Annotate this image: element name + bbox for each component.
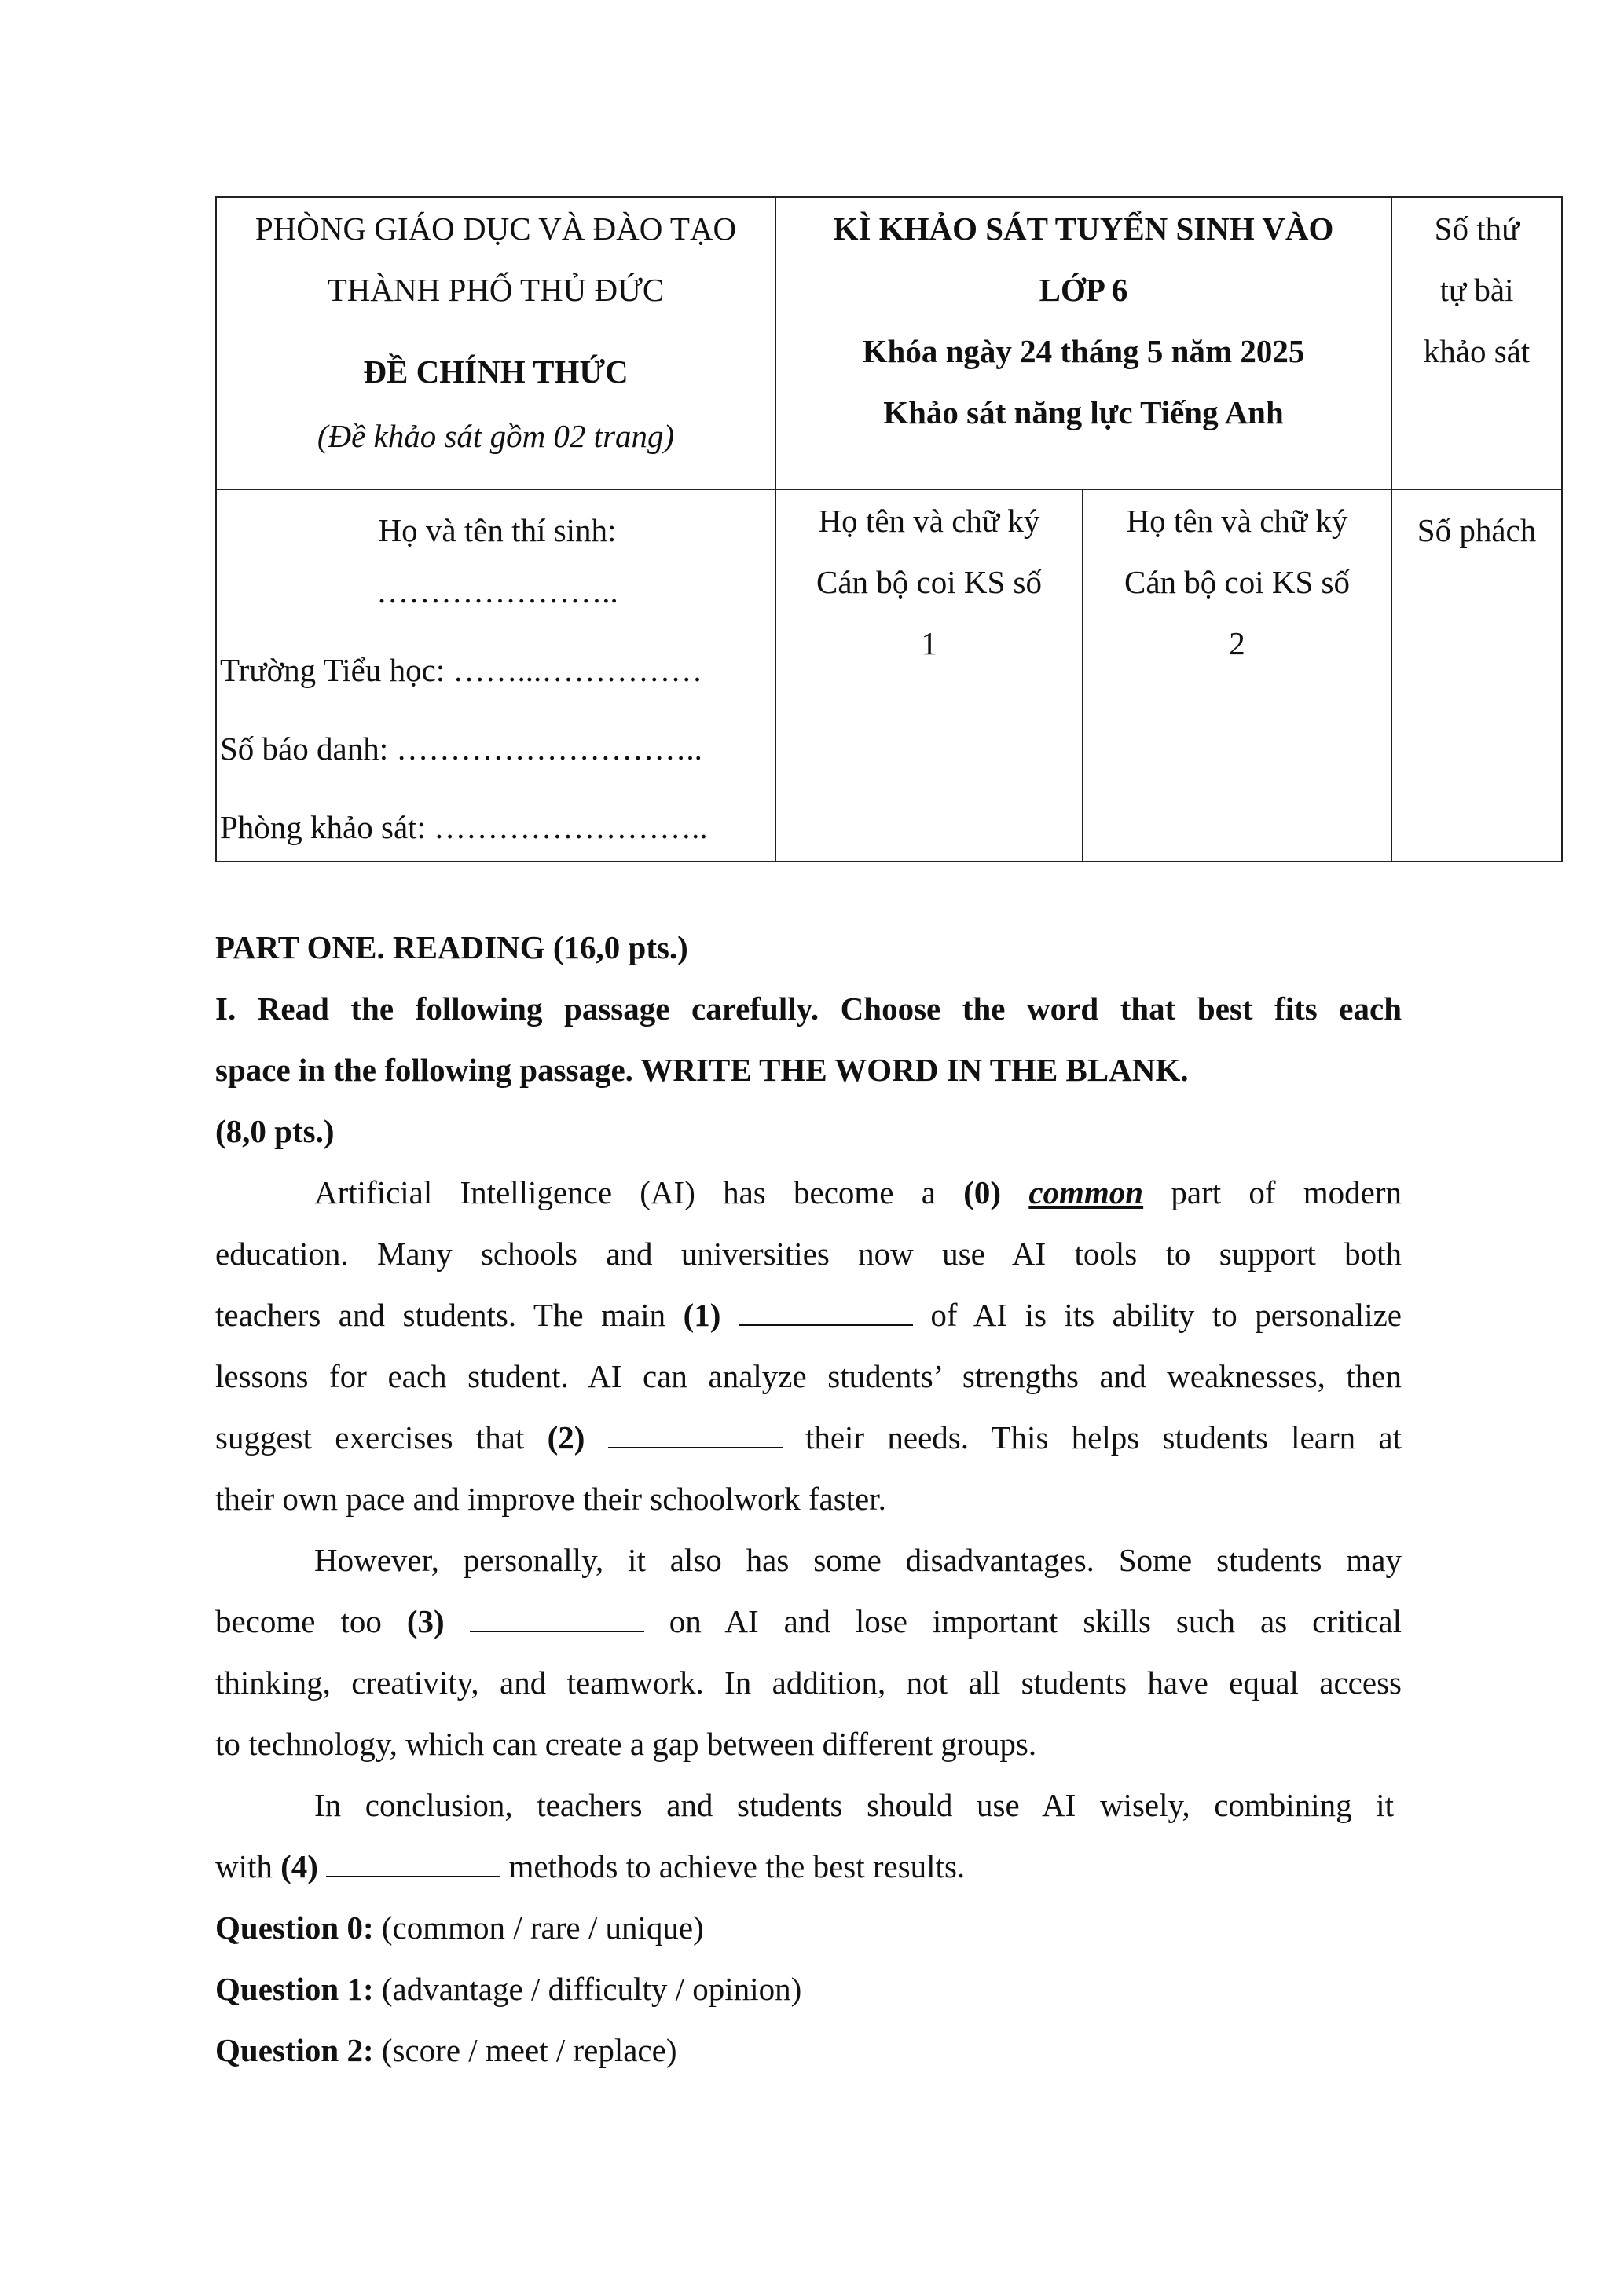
exam-title-line1: KÌ KHẢO SÁT TUYỂN SINH VÀO xyxy=(833,211,1334,247)
invigilator1-line1: Họ tên và chữ ký xyxy=(818,503,1040,539)
official-label: ĐỀ CHÍNH THỨC xyxy=(363,353,629,390)
invigilator2-line1: Họ tên và chữ ký xyxy=(1126,503,1348,539)
exam-header-table xyxy=(215,196,1563,862)
passage-line: In conclusion, teachers and students should use AI wisely, combining it xyxy=(314,1787,1394,1823)
question-label: Question 1: xyxy=(215,1971,374,2007)
part-title: PART ONE. READING (16,0 pts.) xyxy=(215,929,688,965)
question-list xyxy=(215,1897,1402,2081)
passage-line: with (4) methods to achieve the best results. xyxy=(215,1836,1402,1897)
code-label: Số phách xyxy=(1417,512,1537,548)
exam-subject: Khảo sát năng lực Tiếng Anh xyxy=(883,394,1284,430)
question-4-blank[interactable] xyxy=(326,1844,500,1877)
question-1-number: (1) xyxy=(683,1297,721,1333)
order-label-line1: Số thứ xyxy=(1434,211,1520,247)
order-label-line3: khảo sát xyxy=(1423,333,1531,369)
question-item xyxy=(215,1958,1402,2020)
section-points: (8,0 pts.) xyxy=(215,1113,335,1149)
school-field[interactable]: Trường Tiểu học: ……...…………… xyxy=(220,652,703,688)
question-options: (common / rare / unique) xyxy=(381,1910,704,1946)
student-info-cell xyxy=(216,489,775,862)
invigilator1-line2: Cán bộ coi KS số xyxy=(816,564,1042,600)
section-number: I. xyxy=(215,991,236,1027)
passage-line: Artificial Intelligence (AI) has become a (0) common part of modern xyxy=(314,1174,1402,1210)
passage-line: teachers and students. The main (1) of AI is its ability to personalize xyxy=(215,1284,1402,1346)
question-0-answer: common xyxy=(1028,1174,1144,1210)
passage-line: lessons for each student. AI can analyze students’ strengths and weaknesses, then xyxy=(215,1358,1402,1394)
candidate-number-field[interactable]: Số báo danh: ……………………….. xyxy=(220,731,702,767)
invigilator2-line2: Cán bộ coi KS số xyxy=(1124,564,1350,600)
invigilator2-cell[interactable] xyxy=(1083,489,1391,862)
pages-note: (Đề khảo sát gồm 02 trang) xyxy=(317,418,675,454)
question-3-number: (3) xyxy=(406,1603,445,1639)
order-number-cell xyxy=(1391,197,1562,489)
order-label-line2: tự bài xyxy=(1439,272,1514,308)
reading-section xyxy=(215,917,1402,2081)
question-0-number: (0) xyxy=(963,1174,1002,1210)
question-options: (score / meet / replace) xyxy=(381,2032,677,2068)
department-cell xyxy=(216,197,775,489)
passage-line: education. Many schools and universities now use AI tools to support both xyxy=(215,1236,1402,1272)
invigilator1-line3: 1 xyxy=(921,625,937,661)
question-item xyxy=(215,1897,1402,1958)
instruction-line2: space in the following passage. WRITE THE WORD IN THE BLANK. xyxy=(215,1052,1189,1088)
exam-title-line2: LỚP 6 xyxy=(1039,272,1128,308)
question-2-number: (2) xyxy=(547,1419,585,1456)
passage-line: their own pace and improve their schoolwork faster. xyxy=(215,1481,886,1517)
instruction-line1 xyxy=(215,978,1402,1039)
question-4-number: (4) xyxy=(280,1848,318,1884)
student-name-field[interactable]: ………………….. xyxy=(376,573,618,610)
passage-line: to technology, which can create a gap between different groups. xyxy=(215,1726,1037,1762)
question-options: (advantage / difficulty / opinion) xyxy=(381,1971,802,2007)
question-item xyxy=(215,2020,1402,2081)
student-name-label: Họ và tên thí sinh: xyxy=(378,512,617,548)
passage-line: thinking, creativity, and teamwork. In addition, not all students have equal access xyxy=(215,1664,1402,1701)
passage-line: However, personally, it also has some disadvantages. Some students may xyxy=(314,1542,1402,1578)
question-label: Question 2: xyxy=(215,2032,374,2068)
exam-date: Khóa ngày 24 tháng 5 năm 2025 xyxy=(862,333,1305,369)
passage-line: become too (3) on AI and lose important skills such as critical xyxy=(215,1591,1402,1652)
instruction-text1: Read the following passage carefully. Choose the word that best fits each xyxy=(257,991,1402,1027)
department-name-line1: PHÒNG GIÁO DỤC VÀ ĐÀO TẠO xyxy=(255,211,737,247)
exam-room-field[interactable]: Phòng khảo sát: …………………….. xyxy=(220,809,708,845)
passage-line: suggest exercises that (2) their needs. This helps students learn at xyxy=(215,1407,1402,1468)
invigilator2-line3: 2 xyxy=(1229,625,1245,661)
exam-title-cell xyxy=(775,197,1391,489)
question-1-blank[interactable] xyxy=(739,1293,913,1326)
question-label: Question 0: xyxy=(215,1910,374,1946)
invigilator1-cell[interactable] xyxy=(775,489,1083,862)
question-3-blank[interactable] xyxy=(470,1599,644,1632)
code-cell xyxy=(1391,489,1562,862)
department-name-line2: THÀNH PHỐ THỦ ĐỨC xyxy=(327,272,665,308)
question-2-blank[interactable] xyxy=(608,1415,783,1448)
passage xyxy=(215,1162,1402,1897)
